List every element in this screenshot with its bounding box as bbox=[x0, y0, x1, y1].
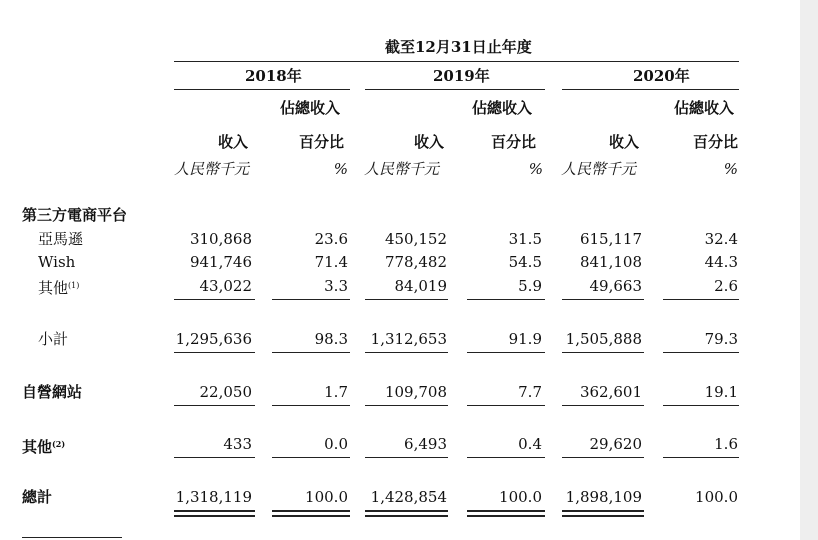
cell-own-rev-2019: 109,708 bbox=[384, 383, 447, 401]
cell-amazon-rev-2018: 310,868 bbox=[189, 230, 252, 248]
unit-currency-2019: 人民幣千元 bbox=[364, 160, 440, 178]
cell-wish-rev-2018: 941,746 bbox=[189, 253, 252, 271]
cell-amazon-rev-2020: 615,117 bbox=[579, 230, 642, 248]
pct-header-2019-line1: 佔總收入 bbox=[472, 99, 533, 117]
cell-wish-pct-2019: 54.5 bbox=[508, 253, 542, 271]
unit-currency-2018: 人民幣千元 bbox=[174, 160, 250, 178]
right-margin-strip bbox=[800, 0, 818, 540]
row-label-others-2 bbox=[22, 435, 65, 456]
cell-own-pct-2019: 7.7 bbox=[518, 383, 542, 401]
cell-wish-pct-2020: 44.3 bbox=[704, 253, 738, 271]
cell-subtotal-pct-2020: 79.3 bbox=[704, 330, 738, 348]
year-2018: 2018年 bbox=[245, 67, 302, 85]
footnote-rule bbox=[22, 537, 122, 538]
double-rule-2019a-top bbox=[365, 510, 448, 512]
cell-others1-pct-2020: 2.6 bbox=[714, 277, 738, 295]
cell-own-pct-2020: 19.1 bbox=[704, 383, 738, 401]
rule-after-own-2019a bbox=[365, 405, 448, 406]
rule-after-others1-2020a bbox=[562, 299, 644, 300]
rule-after-subtotal-2019a bbox=[365, 352, 448, 353]
rule-after-others1-2018a bbox=[174, 299, 255, 300]
row-label-own-website: 自營網站 bbox=[22, 383, 83, 401]
row-label-amazon: 亞馬遜 bbox=[38, 230, 84, 248]
cell-own-rev-2020: 362,601 bbox=[579, 383, 642, 401]
rule-after-others2-2020b bbox=[663, 457, 739, 458]
revenue-header-2019: 收入 bbox=[414, 133, 445, 151]
cell-others2-rev-2020: 29,620 bbox=[589, 435, 642, 453]
double-rule-2020a-top bbox=[562, 510, 644, 512]
year-rule-2019 bbox=[365, 89, 545, 90]
cell-others2-pct-2019: 0.4 bbox=[518, 435, 542, 453]
pct-header-2020-line1: 佔總收入 bbox=[674, 99, 735, 117]
row-label-subtotal: 小計 bbox=[38, 330, 69, 348]
double-rule-2020a-bottom bbox=[562, 515, 644, 517]
rule-after-others1-2019a bbox=[365, 299, 448, 300]
cell-others2-pct-2020: 1.6 bbox=[714, 435, 738, 453]
cell-others2-pct-2018: 0.0 bbox=[324, 435, 348, 453]
row-label-others-1 bbox=[38, 277, 79, 297]
rule-after-others1-2019b bbox=[467, 299, 545, 300]
cell-total-pct-2018: 100.0 bbox=[305, 488, 348, 506]
double-rule-2018b-top bbox=[272, 510, 350, 512]
period-header: 截至12月31日止年度 bbox=[385, 38, 532, 56]
rule-after-subtotal-2018b bbox=[272, 352, 350, 353]
double-rule-2018a-top bbox=[174, 510, 255, 512]
rule-after-others2-2019b bbox=[467, 457, 545, 458]
cell-others1-rev-2019: 84,019 bbox=[394, 277, 447, 295]
rule-after-own-2020a bbox=[562, 405, 644, 406]
cell-total-pct-2019: 100.0 bbox=[499, 488, 542, 506]
revenue-header-2018: 收入 bbox=[218, 133, 249, 151]
rule-after-subtotal-2019b bbox=[467, 352, 545, 353]
double-rule-2018b-bottom bbox=[272, 515, 350, 517]
rule-after-others2-2018a bbox=[174, 457, 255, 458]
double-rule-2019a-bottom bbox=[365, 515, 448, 517]
double-rule-2018a-bottom bbox=[174, 515, 255, 517]
cell-total-rev-2018: 1,318,119 bbox=[175, 488, 252, 506]
rule-after-own-2019b bbox=[467, 405, 545, 406]
cell-own-pct-2018: 1.7 bbox=[324, 383, 348, 401]
pct-header-2019-line2: 百分比 bbox=[491, 133, 537, 151]
cell-amazon-rev-2019: 450,152 bbox=[384, 230, 447, 248]
year-rule-2020 bbox=[562, 89, 739, 90]
row-label-wish: Wish bbox=[38, 253, 76, 271]
pct-header-2018-line2: 百分比 bbox=[299, 133, 345, 151]
rule-after-subtotal-2018a bbox=[174, 352, 255, 353]
pct-header-2020-line2: 百分比 bbox=[693, 133, 739, 151]
rule-after-own-2018a bbox=[174, 405, 255, 406]
cell-amazon-pct-2020: 32.4 bbox=[704, 230, 738, 248]
footnote-2-marker: (2) bbox=[52, 439, 66, 449]
rule-after-others1-2020b bbox=[663, 299, 739, 300]
unit-pct-2018: % bbox=[333, 160, 348, 178]
cell-subtotal-pct-2019: 91.9 bbox=[508, 330, 542, 348]
cell-total-pct-2020: 100.0 bbox=[695, 488, 738, 506]
cell-subtotal-rev-2020: 1,505,888 bbox=[565, 330, 642, 348]
cell-others1-pct-2019: 5.9 bbox=[518, 277, 542, 295]
rule-after-own-2018b bbox=[272, 405, 350, 406]
cell-subtotal-pct-2018: 98.3 bbox=[314, 330, 348, 348]
rule-after-others2-2018b bbox=[272, 457, 350, 458]
pct-header-2018-line1: 佔總收入 bbox=[280, 99, 341, 117]
revenue-header-2020: 收入 bbox=[609, 133, 640, 151]
cell-total-rev-2020: 1,898,109 bbox=[565, 488, 642, 506]
cell-subtotal-rev-2018: 1,295,636 bbox=[175, 330, 252, 348]
cell-subtotal-rev-2019: 1,312,653 bbox=[370, 330, 447, 348]
cell-total-rev-2019: 1,428,854 bbox=[370, 488, 447, 506]
rule-after-others2-2019a bbox=[365, 457, 448, 458]
cell-others1-rev-2020: 49,663 bbox=[589, 277, 642, 295]
cell-amazon-pct-2018: 23.6 bbox=[314, 230, 348, 248]
footnote-1-marker: (1) bbox=[68, 281, 80, 290]
double-rule-2019b-bottom bbox=[467, 515, 545, 517]
period-rule bbox=[174, 61, 739, 62]
cell-others1-pct-2018: 3.3 bbox=[324, 277, 348, 295]
year-2020: 2020年 bbox=[633, 67, 690, 85]
cell-amazon-pct-2019: 31.5 bbox=[508, 230, 542, 248]
row-label-others-1-text: 其他 bbox=[38, 279, 69, 297]
row-label-others-2-text: 其他 bbox=[22, 438, 53, 456]
cell-wish-pct-2018: 71.4 bbox=[314, 253, 348, 271]
rule-after-others1-2018b bbox=[272, 299, 350, 300]
double-rule-2019b-top bbox=[467, 510, 545, 512]
rule-after-subtotal-2020a bbox=[562, 352, 644, 353]
year-rule-2018 bbox=[174, 89, 350, 90]
cell-others2-rev-2019: 6,493 bbox=[404, 435, 447, 453]
cell-others1-rev-2018: 43,022 bbox=[199, 277, 252, 295]
row-label-total: 總計 bbox=[22, 488, 53, 506]
rule-after-others2-2020a bbox=[562, 457, 644, 458]
unit-currency-2020: 人民幣千元 bbox=[561, 160, 637, 178]
cell-wish-rev-2020: 841,108 bbox=[579, 253, 642, 271]
rule-after-own-2020b bbox=[663, 405, 739, 406]
rule-after-subtotal-2020b bbox=[663, 352, 739, 353]
cell-others2-rev-2018: 433 bbox=[223, 435, 252, 453]
unit-pct-2019: % bbox=[528, 160, 543, 178]
year-2019: 2019年 bbox=[433, 67, 490, 85]
platforms-section-title: 第三方電商平台 bbox=[22, 206, 128, 224]
cell-own-rev-2018: 22,050 bbox=[199, 383, 252, 401]
unit-pct-2020: % bbox=[723, 160, 738, 178]
cell-wish-rev-2019: 778,482 bbox=[384, 253, 447, 271]
